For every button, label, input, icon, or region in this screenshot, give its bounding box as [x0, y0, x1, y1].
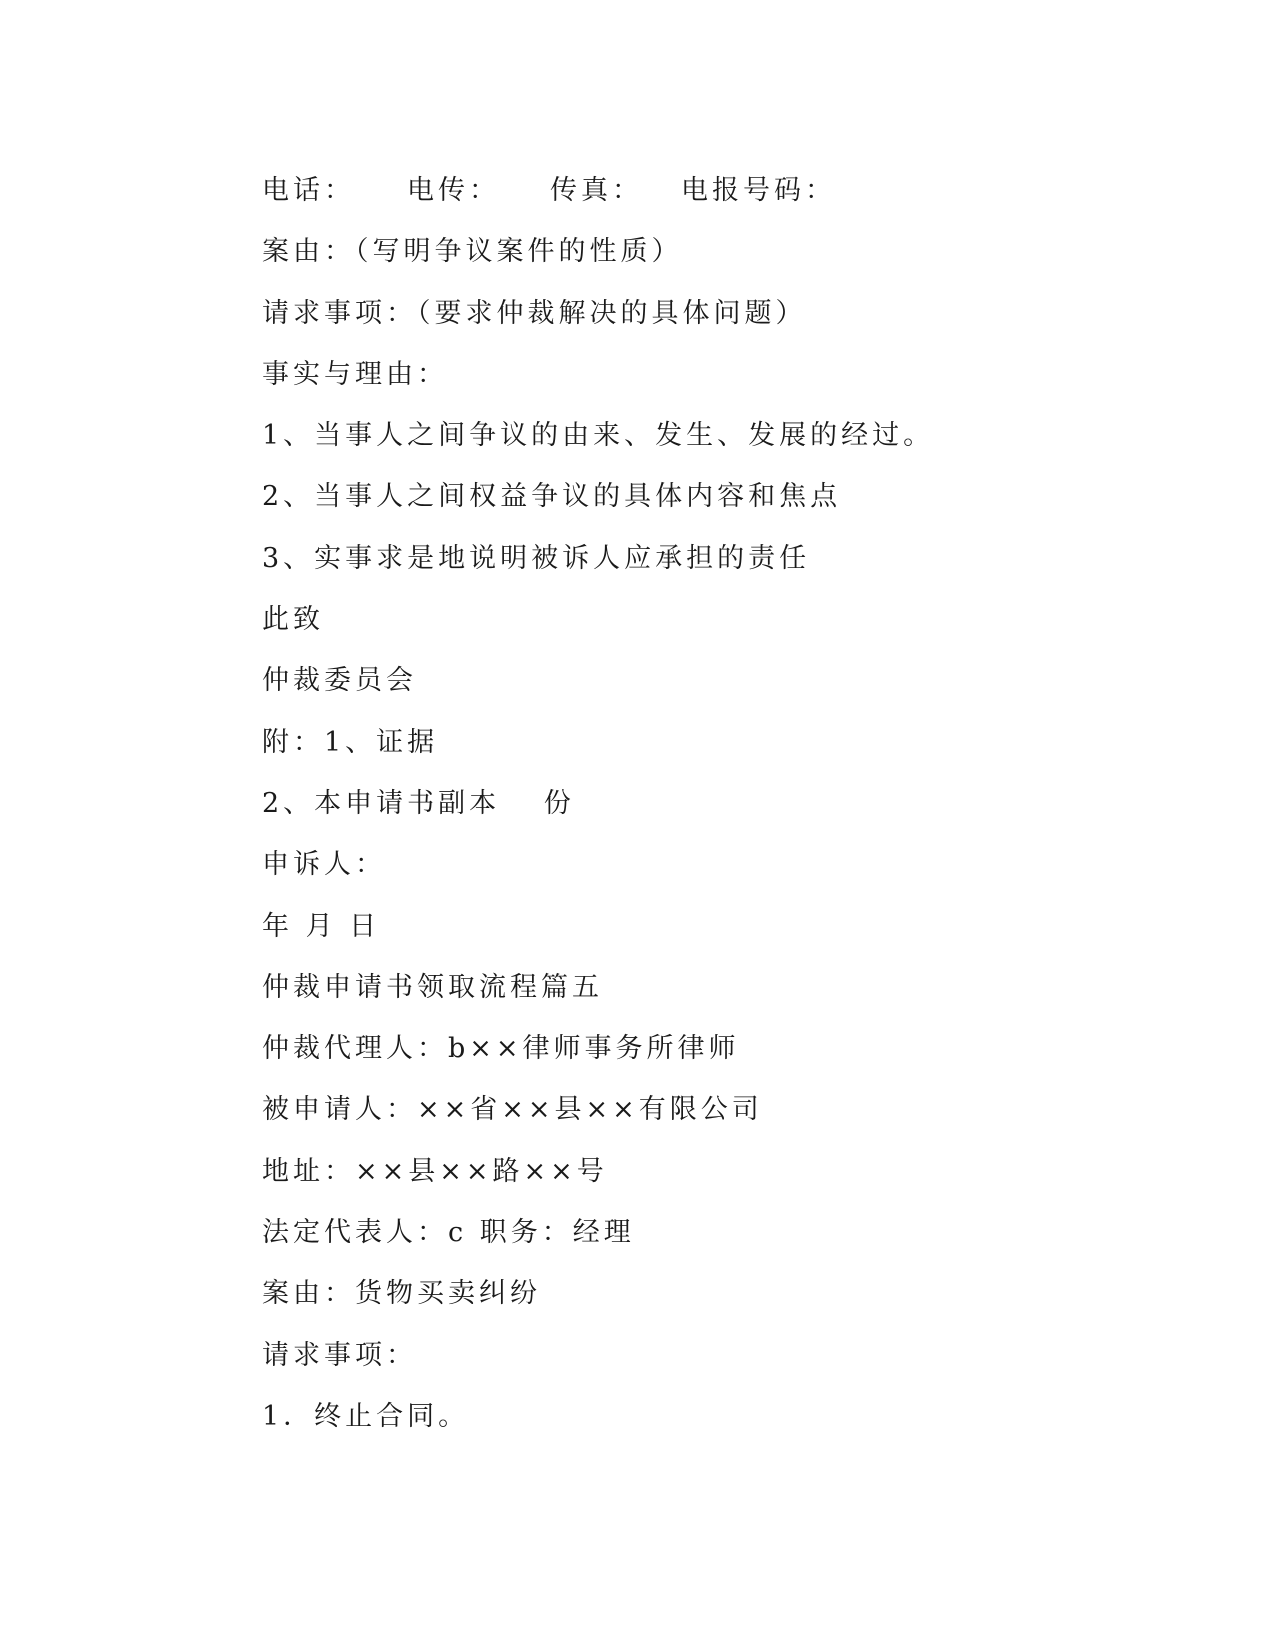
attachment-line: 2、本申请书副本 份	[262, 787, 575, 819]
request-items-line: 请求事项：（要求仲裁解决的具体问题）	[262, 297, 807, 329]
telegram-label: 电报号码：	[681, 175, 836, 206]
fax-label: 传真：	[550, 175, 643, 206]
contact-row	[262, 160, 1162, 221]
address-line: 地址：××县××路××号	[262, 1155, 608, 1187]
agent-line: 仲裁代理人：b××律师事务所律师	[262, 1033, 740, 1065]
case-cause-line: 案由：（写明争议案件的性质）	[262, 236, 683, 268]
phone-label: 电话：	[262, 175, 355, 206]
section-heading: 仲裁申请书领取流程篇五	[262, 971, 603, 1003]
attachment-line: 附：1、证据	[262, 726, 439, 758]
list-item: 1、当事人之间争议的由来、发生、发展的经过。	[262, 420, 935, 452]
salutation: 此致	[262, 604, 324, 636]
request-items-line: 请求事项：	[262, 1339, 417, 1371]
list-item: 1．终止合同。	[262, 1400, 470, 1432]
recipient: 仲裁委员会	[262, 665, 417, 697]
case-cause-line: 案由：货物买卖纠纷	[262, 1278, 541, 1310]
legal-rep-line: 法定代表人：c 职务：经理	[262, 1217, 635, 1249]
applicant-signature: 申诉人：	[262, 849, 386, 881]
telex-label: 电传：	[407, 175, 500, 206]
list-item: 3、实事求是地说明被诉人应承担的责任	[262, 542, 811, 574]
facts-reasons-heading: 事实与理由：	[262, 358, 448, 390]
list-item: 2、当事人之间权益争议的具体内容和焦点	[262, 481, 842, 513]
document-page	[262, 160, 1162, 1447]
respondent-line: 被申请人：××省××县××有限公司	[262, 1094, 763, 1126]
date-line: 年 月 日	[262, 910, 381, 942]
